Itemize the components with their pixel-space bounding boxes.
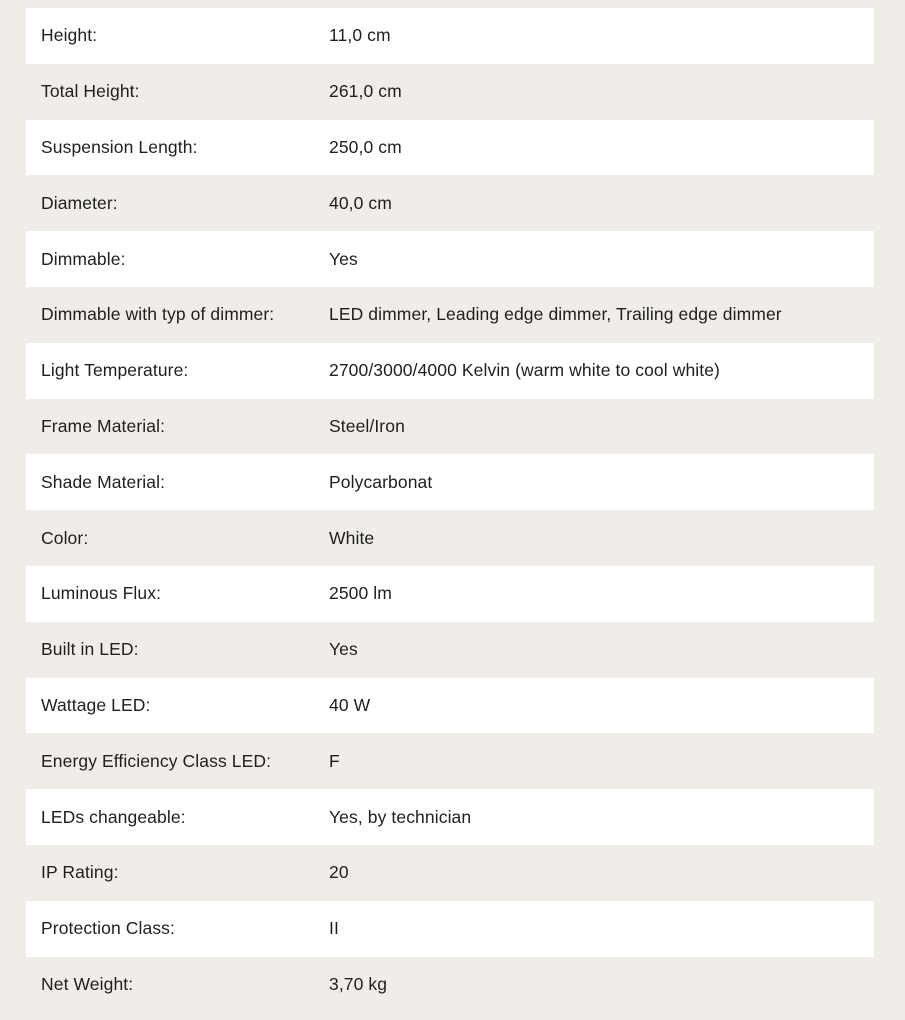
spec-row-suspension-length <box>26 120 874 176</box>
spec-value: 3,70 kg <box>329 973 388 994</box>
spec-row-dimmable <box>26 231 874 287</box>
spec-value: LED dimmer, Leading edge dimmer, Trailing edge dimmer <box>329 304 782 325</box>
spec-label: Dimmable: <box>41 248 126 269</box>
spec-row-height <box>26 8 874 64</box>
spec-row-diameter <box>26 175 874 231</box>
spec-row-light-temperature <box>26 343 874 399</box>
product-specifications-table <box>26 8 874 1012</box>
spec-row-wattage-led <box>26 678 874 734</box>
spec-row-built-in-led <box>26 622 874 678</box>
spec-value: 11,0 cm <box>329 25 391 46</box>
spec-label: Suspension Length: <box>41 136 198 157</box>
spec-row-luminous-flux <box>26 566 874 622</box>
spec-label: Light Temperature: <box>41 360 189 381</box>
spec-value: White <box>329 527 375 548</box>
spec-value: F <box>329 750 340 771</box>
spec-row-frame-material <box>26 399 874 455</box>
spec-row-color <box>26 510 874 566</box>
spec-label: LEDs changeable: <box>41 806 186 827</box>
spec-value: Steel/Iron <box>329 415 405 436</box>
spec-row-protection-class <box>26 901 874 957</box>
spec-value: 261,0 cm <box>329 81 402 102</box>
spec-label: Shade Material: <box>41 471 166 492</box>
spec-row-leds-changeable <box>26 789 874 845</box>
spec-row-energy-efficiency <box>26 733 874 789</box>
spec-row-ip-rating <box>26 845 874 901</box>
spec-label: Luminous Flux: <box>41 583 162 604</box>
spec-label: Diameter: <box>41 192 118 213</box>
spec-row-net-weight <box>26 957 874 1013</box>
spec-label: Color: <box>41 527 89 548</box>
spec-label: Dimmable with typ of dimmer: <box>41 304 275 325</box>
spec-row-dimmer-type <box>26 287 874 343</box>
spec-row-shade-material <box>26 454 874 510</box>
spec-value: II <box>329 918 339 939</box>
spec-label: Energy Efficiency Class LED: <box>41 750 272 771</box>
spec-row-total-height <box>26 64 874 120</box>
spec-value: 40 W <box>329 694 371 715</box>
spec-label: Protection Class: <box>41 918 175 939</box>
spec-value: Yes <box>329 639 358 660</box>
spec-label: Wattage LED: <box>41 694 151 715</box>
spec-value: Yes, by technician <box>329 806 472 827</box>
spec-label: IP Rating: <box>41 862 119 883</box>
spec-label: Net Weight: <box>41 973 134 994</box>
spec-label: Height: <box>41 25 98 46</box>
spec-value: 20 <box>329 862 349 883</box>
spec-value: Yes <box>329 248 358 269</box>
spec-label: Frame Material: <box>41 415 166 436</box>
spec-value: 2500 lm <box>329 583 392 604</box>
spec-value: 40,0 cm <box>329 192 392 213</box>
spec-value: 250,0 cm <box>329 136 402 157</box>
spec-label: Total Height: <box>41 81 140 102</box>
spec-value: Polycarbonat <box>329 471 433 492</box>
spec-value: 2700/3000/4000 Kelvin (warm white to cool white) <box>329 360 720 381</box>
spec-label: Built in LED: <box>41 639 139 660</box>
